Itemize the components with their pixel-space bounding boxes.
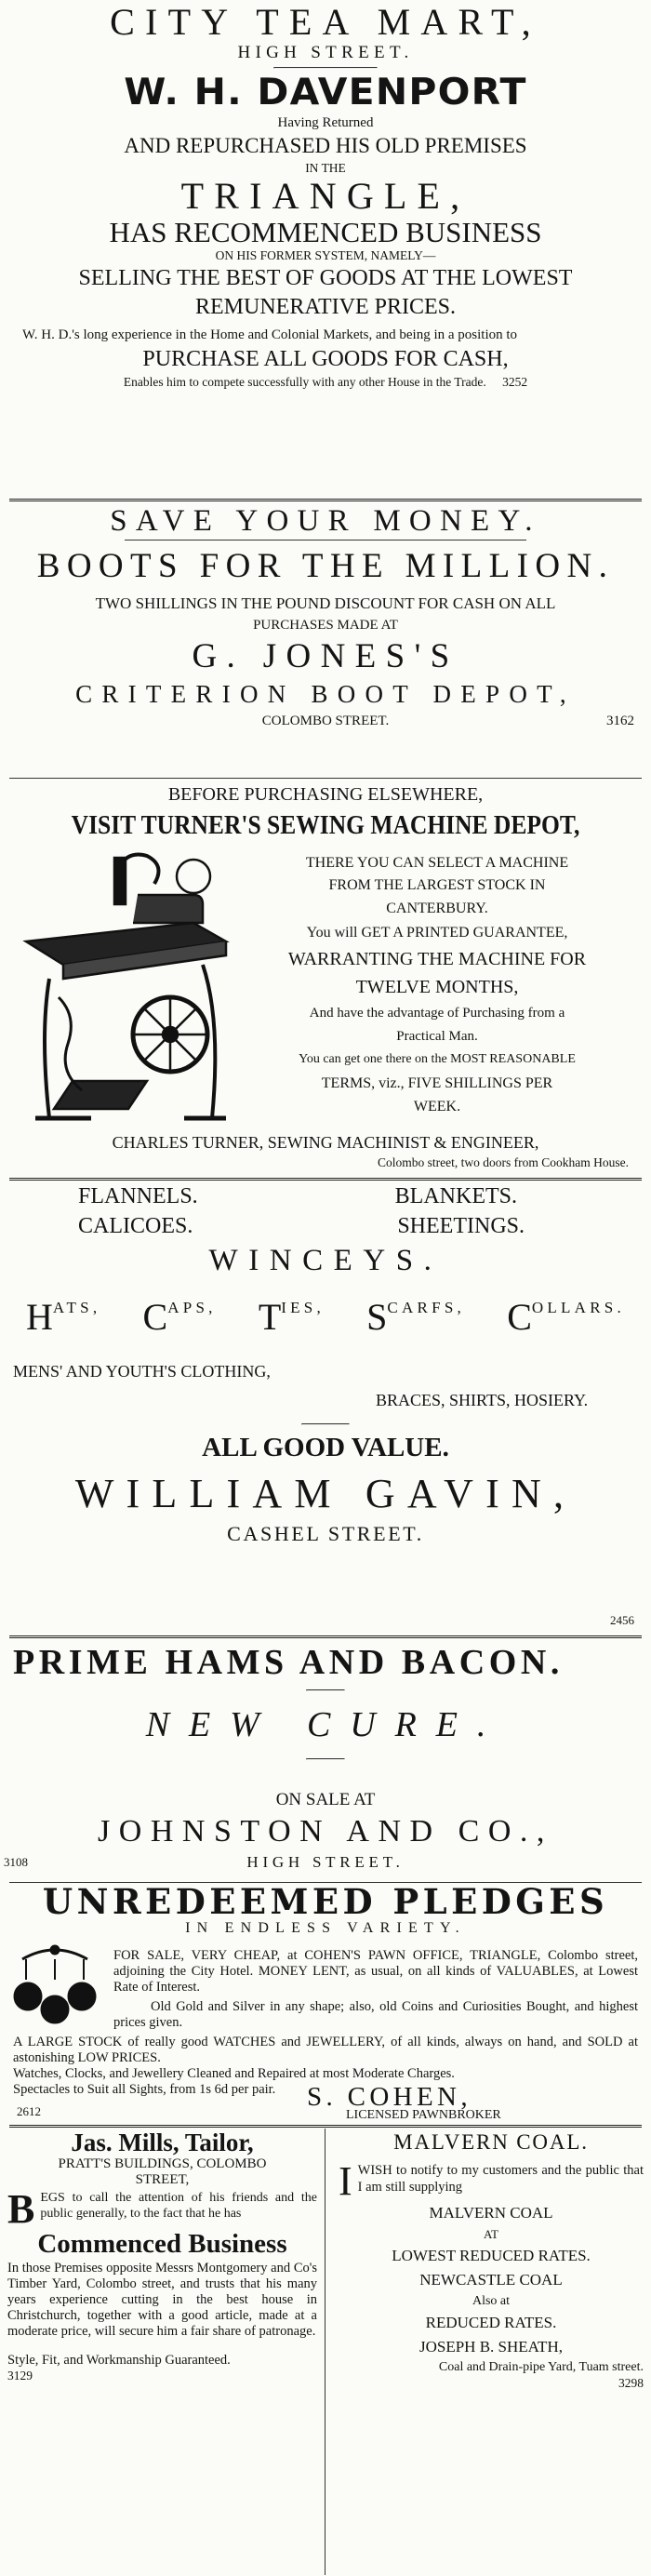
cohen-para-1: FOR SALE, VERY CHEAP, at COHEN'S PAWN OFFICE, TRIANGLE, Colombo street, adjoining the City Hotel. MONEY LENT, as usual, on all kinds of VALUABLES, at Lowest Rate of Interest.	[113, 1948, 638, 1995]
former-system: ON HIS FORMER SYSTEM, NAMELY—	[215, 248, 436, 262]
discount-line-1: TWO SHILLINGS IN THE POUND DISCOUNT FOR CASH ON ALL	[95, 594, 556, 612]
ties-cap: T	[258, 1296, 282, 1338]
pawn-balls-icon	[13, 1942, 97, 2026]
cashel-street: CASHEL STREET.	[227, 1522, 424, 1545]
divider	[9, 1635, 642, 1638]
licensed-pawnbroker: LICENSED PAWNBROKER	[346, 2108, 501, 2122]
coal-at: AT	[484, 2227, 498, 2241]
caps-rest: APS,	[167, 1299, 217, 1316]
cohen-ad	[0, 1883, 651, 2125]
ad-number: 2456	[610, 1613, 634, 1627]
criterion-depot: CRITERION BOOT DEPOT,	[75, 680, 576, 708]
cohen-para-2: Old Gold and Silver in any shape; also, old Coins and Curiosities Bought, and highest prices given.	[113, 1999, 638, 2030]
coal-lowest: LOWEST REDUCED RATES.	[392, 2247, 591, 2264]
prime-hams: PRIME HAMS AND BACON.	[13, 1643, 564, 1682]
coal-wish-text: WISH to notify to my customers and the public that I am still supplying	[357, 2163, 644, 2195]
sewing-line-4: WARRANTING THE MACHINE FOR	[287, 949, 587, 969]
winceys: WINCEYS.	[208, 1244, 443, 1277]
sewing-line-9: TERMS, viz., FIVE SHILLINGS PER	[321, 1075, 553, 1091]
mills-begs-text: EGS to call the attention of his friends and the public generally, to the fact that he has	[40, 2191, 317, 2221]
sewing-line-1: FROM THE LARGEST STOCK IN	[328, 877, 546, 893]
ties-rest: IES,	[281, 1299, 325, 1316]
mills-commenced: Commenced Business	[37, 2229, 287, 2259]
triangle-heading: TRIANGLE,	[180, 175, 471, 217]
collars-item	[507, 1296, 625, 1338]
sewing-line-8: You can get one there on the MOST REASONABLE	[299, 1052, 576, 1066]
sewing-lines	[251, 852, 623, 1118]
recommenced-line: HAS RECOMMENCED BUSINESS	[109, 216, 542, 248]
coal-title: MALVERN COAL.	[393, 2130, 589, 2154]
gavin-ad	[0, 1181, 651, 1637]
boots-million: BOOTS FOR THE MILLION.	[36, 547, 615, 585]
divider	[306, 1689, 345, 1691]
divider	[9, 778, 642, 779]
high-street: HIGH STREET.	[246, 1853, 405, 1871]
scarfs-cap: S	[366, 1296, 388, 1338]
hats-row	[13, 1296, 638, 1338]
mills-begs	[7, 2186, 317, 2232]
sewing-line-5: TWELVE MONTHS,	[355, 977, 519, 997]
enables-label: Enables him to compete successfully with any other House in the Trade.	[123, 375, 486, 389]
unredeemed-pledges: UNREDEEMED PLEDGES	[42, 1881, 609, 1922]
caps-item	[142, 1296, 217, 1338]
tea-mart-title: CITY TEA MART,	[110, 1, 541, 43]
hats-rest: ATS,	[52, 1299, 101, 1316]
tea-mart-street: HIGH STREET.	[237, 43, 414, 62]
calicoes: CALICOES.	[78, 1214, 193, 1238]
cohen-para-3: A LARGE STOCK of really good WATCHES and JEWELLERY, of all kinds, always on hand, and SOLD at astonishing LOW PRICES.	[13, 2035, 638, 2065]
sewing-machine-illustration	[7, 848, 231, 1128]
ad-number: 3252	[502, 375, 528, 389]
mills-body: In those Premises opposite Messrs Montgomery and Co's Timber Yard, Colombo street, and trusts that his many years experience cutting in the best house in Christchurch, together with a good article, made at a moderate price, will secure him a fair share of patronage.	[7, 2261, 317, 2339]
ad-number: 3162	[606, 714, 634, 728]
scarfs-item	[366, 1296, 466, 1338]
visit-turners: VISIT TURNER'S SEWING MACHINE DEPOT,	[71, 810, 580, 840]
mills-ad	[0, 2129, 326, 2575]
ad-number: 2612	[17, 2104, 41, 2118]
mills-address-1: PRATT'S BUILDINGS, COLOMBO	[58, 2156, 267, 2171]
coal-dropcap: I	[339, 2158, 352, 2204]
boots-ad	[0, 502, 651, 754]
fabric-row-1	[13, 1181, 638, 1211]
sewing-line-6: And have the advantage of Purchasing from a	[309, 1006, 565, 1021]
coal-newcastle: NEWCASTLE COAL	[419, 2271, 563, 2289]
divider	[301, 1423, 350, 1425]
divider	[9, 2125, 642, 2128]
divider	[9, 499, 642, 501]
mills-address-2: STREET,	[135, 2172, 190, 2187]
coal-yard: Coal and Drain-pipe Yard, Tuam street.	[438, 2360, 644, 2374]
colombo-street	[13, 714, 638, 729]
sewing-line-10: WEEK.	[413, 1099, 461, 1114]
all-good-value: ALL GOOD VALUE.	[202, 1433, 449, 1462]
braces-shirts: BRACES, SHIRTS, HOSIERY.	[376, 1391, 589, 1409]
flannels: FLANNELS.	[78, 1184, 198, 1208]
divider	[9, 1178, 642, 1181]
endless-variety: IN ENDLESS VARIETY.	[185, 1920, 466, 1936]
ad-number: 3108	[4, 1855, 28, 1869]
experience-text: W. H. D.'s long experience in the Home and Colonial Markets, and being in a position to	[22, 327, 518, 342]
sheetings: SHEETINGS.	[397, 1214, 525, 1238]
johnston-co: JOHNSTON AND CO.,	[98, 1814, 553, 1849]
in-the: IN THE	[305, 161, 346, 175]
tea-mart-ad	[0, 0, 651, 493]
proprietor-name: W. H. DAVENPORT	[124, 72, 527, 113]
blankets: BLANKETS.	[394, 1184, 517, 1208]
coal-name: JOSEPH B. SHEATH,	[419, 2338, 563, 2356]
sewing-line-7: Practical Man.	[396, 1029, 478, 1044]
coal-reduced: REDUCED RATES.	[425, 2314, 557, 2331]
sewing-line-3: You will GET A PRINTED GUARANTEE,	[306, 925, 568, 941]
enables-text	[13, 375, 638, 390]
new-cure: NEW CURE.	[145, 1705, 506, 1744]
before-purchasing: BEFORE PURCHASING ELSEWHERE,	[167, 784, 484, 805]
save-money: SAVE YOUR MONEY.	[110, 504, 541, 538]
divider	[273, 67, 378, 69]
cohen-name: S. COHEN,	[307, 2082, 472, 2112]
on-sale: ON SALE AT	[275, 1790, 376, 1809]
purchase-cash: PURCHASE ALL GOODS FOR CASH,	[142, 347, 509, 371]
coal-ad	[326, 2129, 651, 2575]
hats-item	[26, 1296, 101, 1338]
cohen-para-5: Spectacles to Suit all Sights, from 1s 6d per pair.	[13, 2082, 276, 2097]
coal-also: Also at	[472, 2294, 511, 2308]
mills-dropcap: B	[7, 2186, 35, 2232]
street-label: COLOMBO STREET.	[261, 714, 390, 728]
cohen-text	[113, 1948, 638, 2031]
sewing-line-2: CANTERBURY.	[386, 901, 488, 916]
repurchased-line: AND REPURCHASED HIS OLD PREMISES	[124, 134, 527, 157]
mills-title: Jas. Mills, Tailor,	[71, 2129, 254, 2156]
william-gavin: WILLIAM GAVIN,	[74, 1471, 577, 1516]
having-returned: Having Returned	[277, 115, 374, 130]
collars-rest: OLLARS.	[531, 1299, 625, 1316]
selling-line: SELLING THE BEST OF GOODS AT THE LOWEST	[78, 266, 573, 290]
divider	[306, 1758, 345, 1760]
cohen-para-4: Watches, Clocks, and Jewellery Cleaned and Repaired at most Moderate Charges.	[13, 2066, 455, 2081]
sewing-ad	[0, 781, 651, 1181]
scarfs-rest: CARFS,	[387, 1299, 466, 1316]
coal-wish	[339, 2158, 644, 2204]
mills-style: Style, Fit, and Workmanship Guaranteed.	[7, 2353, 231, 2368]
remunerative-line: REMUNERATIVE PRICES.	[194, 295, 457, 319]
hats-cap: H	[26, 1296, 53, 1338]
fabric-row-2	[13, 1211, 638, 1241]
jones-name: G. JONES'S	[192, 637, 459, 675]
coal-malvern: MALVERN COAL	[429, 2204, 553, 2222]
caps-cap: C	[142, 1296, 168, 1338]
discount-line-2: PURCHASES MADE AT	[253, 618, 398, 633]
ad-number: 3129	[7, 2369, 33, 2382]
sewing-address: Colombo street, two doors from Cookham House.	[378, 1155, 629, 1169]
sewing-line-0: THERE YOU CAN SELECT A MACHINE	[305, 855, 569, 871]
ad-number: 3298	[618, 2376, 644, 2390]
mens-clothing: MENS' AND YOUTH'S CLOTHING,	[13, 1362, 271, 1381]
ties-item	[258, 1296, 325, 1338]
charles-turner: CHARLES TURNER, SEWING MACHINIST & ENGINEER,	[112, 1133, 539, 1152]
collars-cap: C	[507, 1296, 532, 1338]
